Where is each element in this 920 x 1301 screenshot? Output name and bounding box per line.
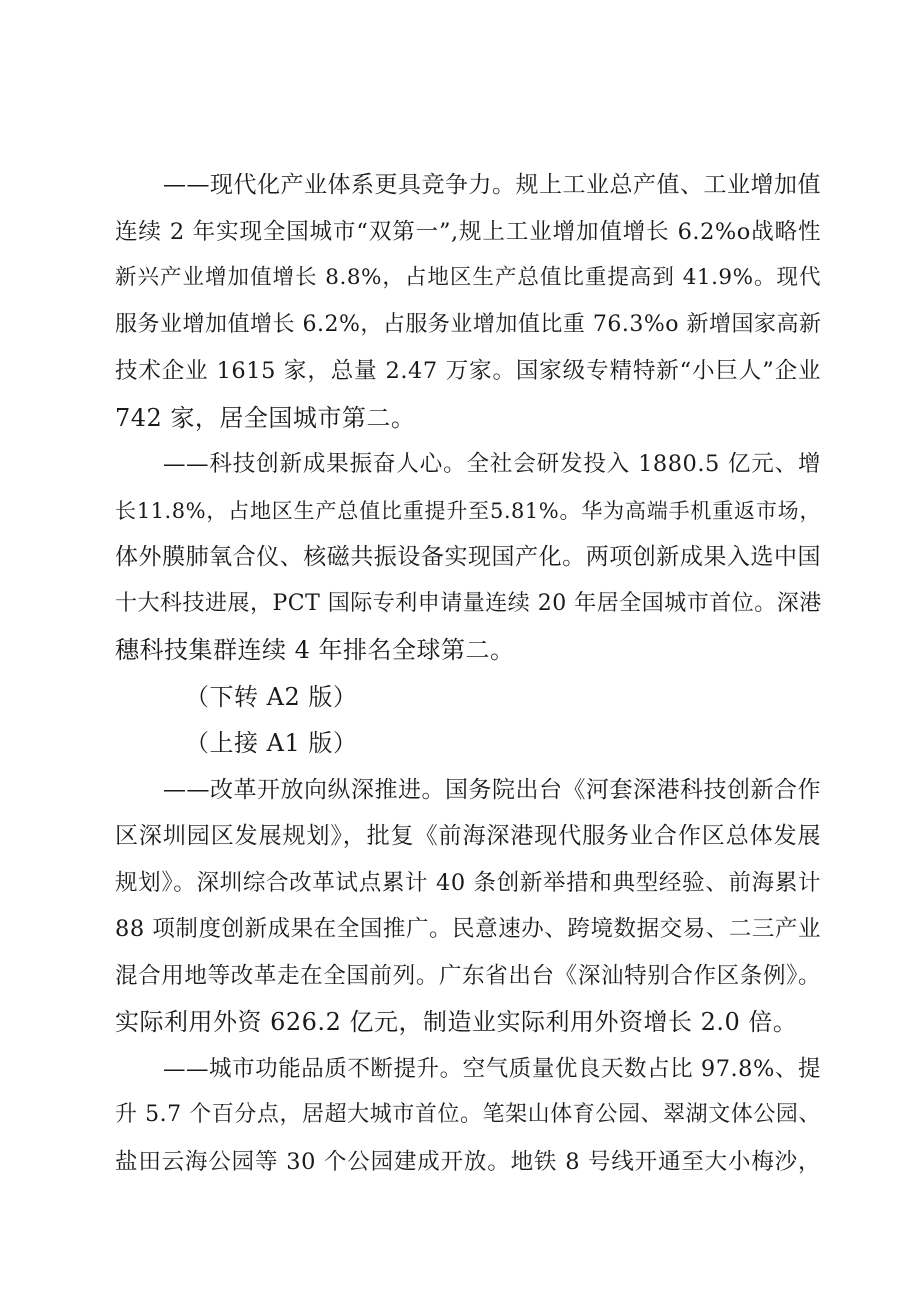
page-continue-note (115, 720, 821, 767)
text-line: （下转 A2 版） (185, 682, 358, 711)
text-line: 742 家，居全国城市第二。 (115, 403, 416, 432)
text-line: 穗科技集群连续 4 年排名全球第二。 (115, 636, 515, 664)
paragraph-innovation (115, 441, 821, 674)
text-line: 区深圳园区发展规划》，批复《前海深港现代服务业合作区总体发展 (115, 823, 821, 849)
text-line: ——城市功能品质不断提升。空气质量优良天数占比 97.8%、提 (163, 1055, 821, 1082)
text-line: 服务业增加值增长 6.2%，占服务业增加值比重 76.3%o 新增国家高新 (115, 311, 822, 337)
text-line: 技术企业 1615 家，总量 2.47 万家。国家级专精特新“小巨人”企业 (115, 358, 821, 384)
paragraph-city (115, 1046, 821, 1186)
text-line: 升 5.7 个百分点，居超大城市首位。笔架山体育公园、翠湖文体公园、 (115, 1102, 821, 1127)
text-line: 规划》。深圳综合改革试点累计 40 条创新举措和典型经验、前海累计 (115, 869, 821, 896)
text-line: 新兴产业增加值增长 8.8%，占地区生产总值比重提高到 41.9%。现代 (115, 265, 821, 290)
text-line: 长11.8%，占地区生产总值比重提升至5.81%。华为高端手机重返市场， (115, 498, 821, 523)
text-line: 实际利用外资 626.2 亿元，制造业实际利用外资增长 2.0 倍。 (115, 1008, 798, 1036)
paragraph-industry (115, 162, 821, 441)
text-line: 体外膜肺氧合仪、核磁共振设备实现国产化。两项创新成果入选中国 (115, 544, 821, 570)
text-line: 盐田云海公园等 30 个公园建成开放。地铁 8 号线开通至大小梅沙， (115, 1148, 821, 1175)
text-line: 混合用地等改革走在全国前列。广东省出台《深汕特别合作区条例》。 (115, 962, 821, 989)
text-line: 十大科技进展，PCT 国际专利申请量连续 20 年居全国城市首位。深港 (115, 590, 822, 616)
text-line: 88 项制度创新成果在全国推广。民意速办、跨境数据交易、二三产业 (115, 916, 821, 942)
text-line: （上接 A1 版） (185, 729, 358, 757)
document-body (115, 162, 821, 1185)
text-line: ——改革开放向纵深推进。国务院出台《河套深港科技创新合作 (163, 776, 821, 803)
paragraph-reform (115, 767, 821, 1046)
text-line: 连续 2 年实现全国城市“双第一”,规上工业增加值增长 6.2%o战略性 (115, 218, 821, 245)
page-turn-note (115, 674, 821, 721)
text-line: ——科技创新成果振奋人心。全社会研发投入 1880.5 亿元、增 (163, 451, 821, 477)
text-line: ——现代化产业体系更具竞争力。规上工业总产值、工业增加值 (163, 172, 821, 198)
